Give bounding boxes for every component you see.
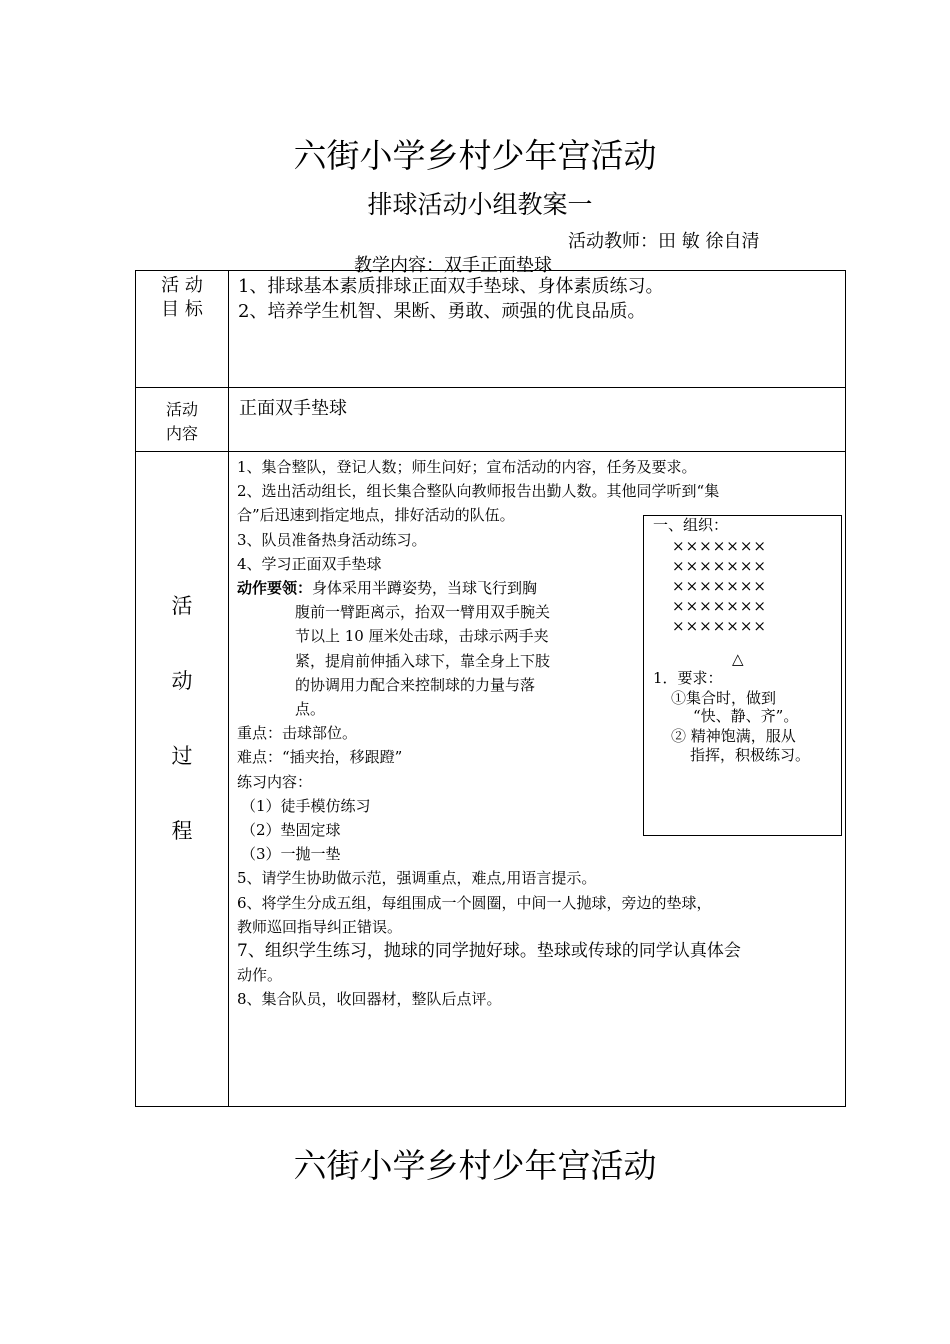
- key-point: 重点：击球部位。: [237, 724, 358, 743]
- essentials-text: 点。: [295, 700, 326, 719]
- process-step: 8、集合队员，收回器材，整队后点评。: [237, 990, 502, 1009]
- requirement-item: ①集合时，做到: [671, 689, 777, 707]
- essentials-text: 身体采用半蹲姿势，当球飞行到胸: [312, 579, 538, 598]
- formation-row: ×××××××: [672, 557, 767, 575]
- process-step-cont: 合”后迅速到指定地点，排好活动的队伍。: [237, 506, 515, 525]
- organization-title: 一、组织：: [653, 516, 729, 534]
- goals-label-line: 活 动: [161, 275, 203, 296]
- school-title-repeat: 六街小学乡村少年宫活动: [293, 1146, 657, 1185]
- practice-item: （3）一抛一垫: [241, 845, 341, 864]
- requirements-title: 1．要求：: [653, 669, 723, 687]
- process-label-cell: [136, 452, 229, 1107]
- lesson-title: 排球活动小组教案一: [367, 190, 593, 219]
- difficulty: 难点：“插夹抬，移跟蹬”: [237, 748, 403, 767]
- content-row: [136, 388, 846, 452]
- process-label-char: 动: [171, 669, 193, 693]
- organization-box: [643, 515, 842, 836]
- process-step: 6、将学生分成五组，每组围成一个圆圈，中间一人抛球，旁边的垫球，: [237, 893, 712, 912]
- content-text: 正面双手垫球: [239, 398, 347, 419]
- process-step: 4、学习正面双手垫球: [237, 554, 382, 573]
- requirement-item: ② 精神饱满，服从: [671, 727, 796, 745]
- requirement-item-cont: 指挥，积极练习。: [690, 746, 811, 764]
- goals-cell: [229, 271, 846, 388]
- process-label-char: 程: [171, 819, 193, 843]
- formation-row: ×××××××: [672, 617, 767, 635]
- goals-label-cell: [136, 271, 229, 388]
- essentials-text: 腹前一臂距离示，抬双一臂用双手腕关: [295, 603, 551, 622]
- teacher-triangle-icon: △: [732, 650, 744, 668]
- requirement-item-cont: “快、静、齐”。: [693, 707, 799, 725]
- practice-label: 练习内容：: [237, 772, 313, 791]
- process-label-char: 活: [171, 594, 193, 618]
- process-label-char: 过: [171, 744, 193, 768]
- essentials-text: 的协调用力配合来控制球的力量与落: [295, 675, 536, 694]
- process-step: 7、组织学生练习，抛球的同学抛好球。垫球或传球的同学认真体会: [237, 941, 741, 962]
- formation-row: ×××××××: [672, 597, 767, 615]
- content-label-cell: [136, 388, 229, 452]
- formation-row: ×××××××: [672, 537, 767, 555]
- process-step-cont: 动作。: [237, 966, 283, 985]
- teacher-line: 活动教师：田 敏 徐自清: [568, 231, 760, 252]
- essentials-label: 动作要领：: [237, 579, 313, 598]
- process-step: 3、队员准备热身活动练习。: [237, 530, 427, 549]
- practice-item: （1）徒手模仿练习: [241, 796, 371, 815]
- process-step: 5、请学生协助做示范，强调重点，难点,用语言提示。: [237, 869, 597, 888]
- content-label-line: 内容: [165, 424, 198, 443]
- practice-item: （2）垫固定球: [241, 821, 341, 840]
- content-cell: [229, 388, 846, 452]
- goal-item: 1、排球基本素质排球正面双手垫球、身体素质练习。: [238, 276, 664, 297]
- goals-label-line: 目 标: [161, 299, 203, 320]
- content-label-line: 活动: [165, 400, 198, 419]
- essentials-text: 紧，提肩前伸插入球下，靠全身上下肢: [295, 651, 551, 670]
- essentials-text: 节以上 10 厘米处击球，击球示两手夹: [295, 627, 549, 646]
- teaching-content-line: 教学内容：双手正面垫球: [354, 255, 552, 276]
- process-step: 1、集合整队，登记人数；师生问好；宣布活动的内容，任务及要求。: [237, 458, 697, 476]
- process-step-cont: 教师巡回指导纠正错误。: [237, 917, 403, 936]
- goals-row: [136, 271, 846, 388]
- formation-row: ×××××××: [672, 577, 767, 595]
- school-title: 六街小学乡村少年宫活动: [293, 136, 657, 175]
- process-step: 2、选出活动组长，组长集合整队向教师报告出勤人数。其他同学听到“集: [237, 482, 720, 501]
- goal-item: 2、培养学生机智、果断、勇敢、顽强的优良品质。: [238, 301, 646, 322]
